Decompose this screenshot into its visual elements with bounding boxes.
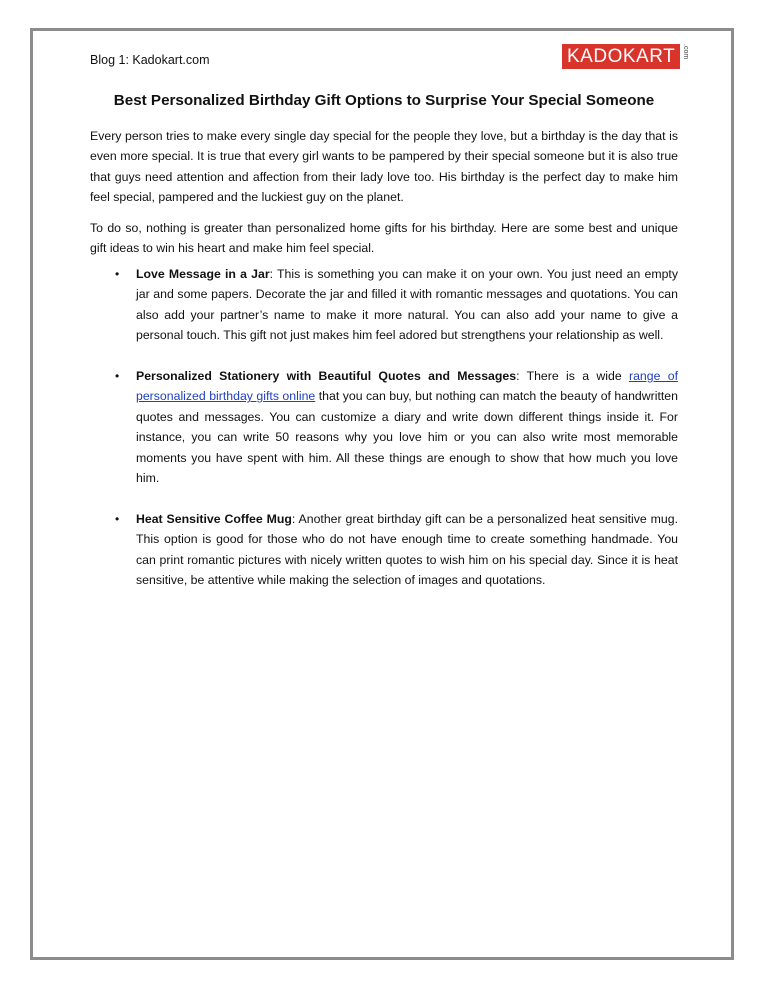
item-heading: Personalized Stationery with Beautiful Quotes and Messages [136, 369, 517, 384]
list-item [90, 366, 678, 488]
bullet-icon: • [115, 511, 120, 526]
page-title: Best Personalized Birthday Gift Options to Surprise Your Special Someone [113, 92, 655, 109]
item-text: : This is something you can make it on your own. You just need an empty jar and some papers. Decorate the jar and filled it with romantic messages and quotations. You can also add your partner’s name to make it more natural. You can also add your name to give a personal touch. This gift not just makes him feel adored but strengthens your relationship as well. [136, 267, 678, 343]
logo-domain-suffix: .com [682, 44, 690, 60]
bullet-icon: • [115, 369, 120, 384]
list-item [90, 509, 678, 591]
item-text: : There is a wide [516, 369, 629, 384]
kadokart-logo [562, 44, 689, 69]
gift-ideas-list [90, 264, 678, 611]
personalized-gifts-link[interactable]: range of personalized birthday gifts online [136, 369, 678, 404]
item-text: : Another great birthday gift can be a personalized heat sensitive mug. This option is good for those who do not have enough time to create something handmade. You can print romantic pictures with nicely written quotes to wish him on his special day. Since it is heat sensitive, be attentive while making the selection of images and quotations. [136, 511, 678, 588]
bullet-icon: • [115, 267, 120, 281]
blog-header-label: Blog 1: Kadokart.com [90, 53, 210, 67]
item-heading: Love Message in a Jar [136, 267, 270, 281]
list-item [90, 264, 678, 346]
item-heading: Heat Sensitive Coffee Mug [136, 511, 292, 526]
item-text: that you can buy, but nothing can match the beauty of handwritten quotes and messages. You can customize a diary and write down different things inside it. For instance, you can write 50 reasons why you love him or you can also write most memorable moments you have spent with him. All these things are enough to show that how much you love him. [136, 389, 678, 486]
second-paragraph: To do so, nothing is greater than personalized home gifts for his birthday. Here are some best and unique gift ideas to win his heart and make him feel special. [90, 221, 678, 256]
intro-paragraph: Every person tries to make every single day special for the people they love, but a birthday is the day that is even more special. It is true that every girl wants to be pampered by their special someone but it is also true that guys need attention and affection from their lady love too. His birthday is the perfect day to make him feel special, pampered and the luckiest guy on the planet. [90, 129, 678, 205]
logo-wordmark: KADOKART [562, 44, 680, 69]
